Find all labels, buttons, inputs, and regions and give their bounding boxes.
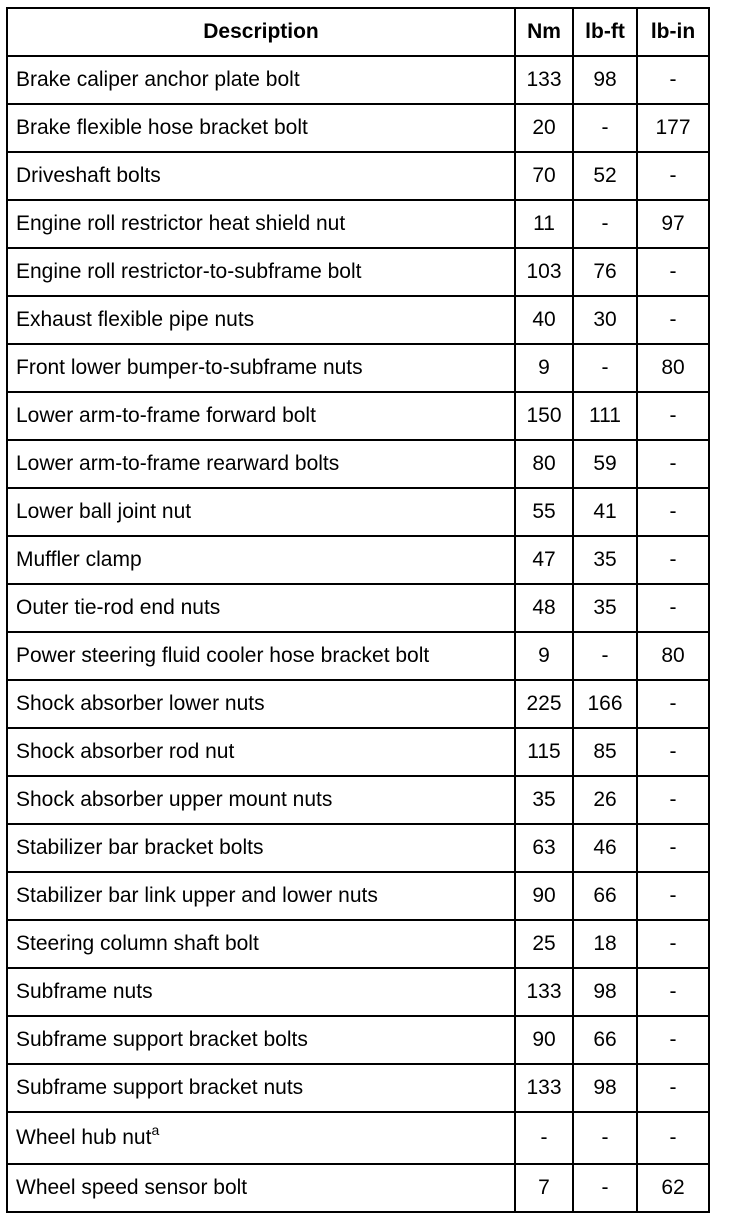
table-row [7, 248, 709, 296]
table-row [7, 1112, 709, 1164]
description-text: Stabilizer bar bracket bolts [16, 836, 264, 859]
table-body [7, 56, 709, 1212]
cell-lbft: 111 [573, 392, 637, 440]
table-row [7, 488, 709, 536]
cell-lbft: 35 [573, 584, 637, 632]
cell-description [7, 776, 515, 824]
description-text: Lower arm-to-frame forward bolt [16, 404, 316, 427]
cell-lbft: - [573, 200, 637, 248]
cell-description [7, 584, 515, 632]
table-row [7, 680, 709, 728]
cell-description [7, 488, 515, 536]
table-row [7, 200, 709, 248]
cell-description [7, 680, 515, 728]
table-row [7, 1016, 709, 1064]
table-row [7, 920, 709, 968]
cell-lbin: - [637, 824, 709, 872]
description-text: Wheel speed sensor bolt [16, 1176, 248, 1199]
description-text: Muffler clamp [16, 548, 142, 571]
table-row [7, 776, 709, 824]
cell-lbin: - [637, 440, 709, 488]
cell-nm: 133 [515, 968, 573, 1016]
cell-nm: 80 [515, 440, 573, 488]
header-description: Description [7, 8, 515, 56]
table-row [7, 392, 709, 440]
cell-nm: 55 [515, 488, 573, 536]
cell-nm: 9 [515, 632, 573, 680]
description-text: Shock absorber lower nuts [16, 692, 265, 715]
cell-description [7, 200, 515, 248]
cell-nm: 150 [515, 392, 573, 440]
cell-nm: 25 [515, 920, 573, 968]
description-text: Stabilizer bar link upper and lower nuts [16, 884, 378, 907]
cell-nm: - [515, 1112, 573, 1164]
table-row [7, 152, 709, 200]
cell-lbin: - [637, 1016, 709, 1064]
header-lbin: lb-in [637, 8, 709, 56]
description-text: Brake flexible hose bracket bolt [16, 116, 308, 139]
cell-lbft: 85 [573, 728, 637, 776]
description-text: Subframe nuts [16, 980, 153, 1003]
cell-description [7, 872, 515, 920]
cell-description [7, 920, 515, 968]
cell-nm: 115 [515, 728, 573, 776]
cell-nm: 90 [515, 872, 573, 920]
description-text: Shock absorber upper mount nuts [16, 788, 333, 811]
cell-description [7, 1016, 515, 1064]
cell-lbin: - [637, 1112, 709, 1164]
description-text: Power steering fluid cooler hose bracket bolt [16, 644, 430, 667]
cell-description [7, 632, 515, 680]
table-row [7, 104, 709, 152]
table-row [7, 1064, 709, 1112]
cell-description [7, 1064, 515, 1112]
cell-lbft: 98 [573, 1064, 637, 1112]
description-text: Lower ball joint nut [16, 500, 192, 523]
table-row [7, 872, 709, 920]
cell-nm: 133 [515, 1064, 573, 1112]
cell-nm: 48 [515, 584, 573, 632]
cell-lbft: 26 [573, 776, 637, 824]
cell-lbin: - [637, 776, 709, 824]
table-row [7, 440, 709, 488]
header-lbft: lb-ft [573, 8, 637, 56]
cell-nm: 63 [515, 824, 573, 872]
cell-lbft: 76 [573, 248, 637, 296]
cell-lbft: 66 [573, 872, 637, 920]
description-text: Engine roll restrictor heat shield nut [16, 212, 346, 235]
cell-description [7, 824, 515, 872]
table-row [7, 344, 709, 392]
cell-lbft: - [573, 632, 637, 680]
cell-nm: 47 [515, 536, 573, 584]
description-text: Steering column shaft bolt [16, 932, 259, 955]
cell-lbft: - [573, 344, 637, 392]
cell-lbin: - [637, 680, 709, 728]
table-row [7, 584, 709, 632]
cell-lbin: - [637, 872, 709, 920]
cell-description [7, 1112, 515, 1164]
cell-description [7, 104, 515, 152]
description-text: Subframe support bracket nuts [16, 1076, 304, 1099]
table-row [7, 968, 709, 1016]
cell-nm: 7 [515, 1164, 573, 1212]
torque-specifications-table [6, 7, 710, 1213]
cell-lbin: - [637, 920, 709, 968]
cell-description [7, 728, 515, 776]
cell-description [7, 536, 515, 584]
cell-description [7, 152, 515, 200]
table-row [7, 56, 709, 104]
cell-lbft: 30 [573, 296, 637, 344]
cell-lbft: 35 [573, 536, 637, 584]
cell-description [7, 392, 515, 440]
cell-lbin: - [637, 536, 709, 584]
cell-nm: 20 [515, 104, 573, 152]
cell-lbin: - [637, 248, 709, 296]
cell-nm: 225 [515, 680, 573, 728]
cell-lbin: - [637, 1064, 709, 1112]
table-row [7, 536, 709, 584]
description-text: Subframe support bracket bolts [16, 1028, 308, 1051]
cell-nm: 9 [515, 344, 573, 392]
cell-description [7, 344, 515, 392]
cell-lbft: 46 [573, 824, 637, 872]
cell-description [7, 296, 515, 344]
cell-lbin: 97 [637, 200, 709, 248]
cell-lbin: 177 [637, 104, 709, 152]
cell-lbin: 80 [637, 632, 709, 680]
description-text: Front lower bumper-to-subframe nuts [16, 356, 363, 379]
cell-lbin: - [637, 392, 709, 440]
table-row [7, 1164, 709, 1212]
cell-nm: 70 [515, 152, 573, 200]
cell-nm: 103 [515, 248, 573, 296]
cell-lbft: 98 [573, 968, 637, 1016]
cell-lbft: - [573, 104, 637, 152]
description-text: Exhaust flexible pipe nuts [16, 308, 255, 331]
cell-lbin: 62 [637, 1164, 709, 1212]
cell-nm: 133 [515, 56, 573, 104]
cell-lbft: 59 [573, 440, 637, 488]
cell-description [7, 1164, 515, 1212]
description-text: Shock absorber rod nut [16, 740, 235, 763]
cell-lbin: - [637, 296, 709, 344]
description-text: Wheel hub nut [16, 1126, 152, 1149]
cell-lbft: 98 [573, 56, 637, 104]
description-text: Engine roll restrictor-to-subframe bolt [16, 260, 362, 283]
cell-lbft: - [573, 1164, 637, 1212]
cell-lbft: 66 [573, 1016, 637, 1064]
header-nm: Nm [515, 8, 573, 56]
table-row [7, 824, 709, 872]
description-text: Driveshaft bolts [16, 164, 161, 187]
cell-lbin: - [637, 728, 709, 776]
cell-nm: 40 [515, 296, 573, 344]
cell-nm: 35 [515, 776, 573, 824]
cell-lbin: - [637, 584, 709, 632]
footnote-marker: a [151, 1122, 160, 1138]
cell-nm: 90 [515, 1016, 573, 1064]
cell-lbin: - [637, 56, 709, 104]
table-row [7, 632, 709, 680]
description-text: Lower arm-to-frame rearward bolts [16, 452, 340, 475]
cell-lbft: 52 [573, 152, 637, 200]
cell-nm: 11 [515, 200, 573, 248]
cell-description [7, 440, 515, 488]
cell-lbin: - [637, 152, 709, 200]
description-text: Brake caliper anchor plate bolt [16, 68, 300, 91]
cell-lbft: - [573, 1112, 637, 1164]
table-header-row [7, 8, 709, 56]
cell-lbin: 80 [637, 344, 709, 392]
table-row [7, 296, 709, 344]
cell-description [7, 248, 515, 296]
cell-lbft: 18 [573, 920, 637, 968]
table-row [7, 728, 709, 776]
cell-description [7, 56, 515, 104]
cell-lbft: 166 [573, 680, 637, 728]
cell-lbft: 41 [573, 488, 637, 536]
cell-lbin: - [637, 968, 709, 1016]
cell-lbin: - [637, 488, 709, 536]
cell-description [7, 968, 515, 1016]
description-text: Outer tie-rod end nuts [16, 596, 221, 619]
